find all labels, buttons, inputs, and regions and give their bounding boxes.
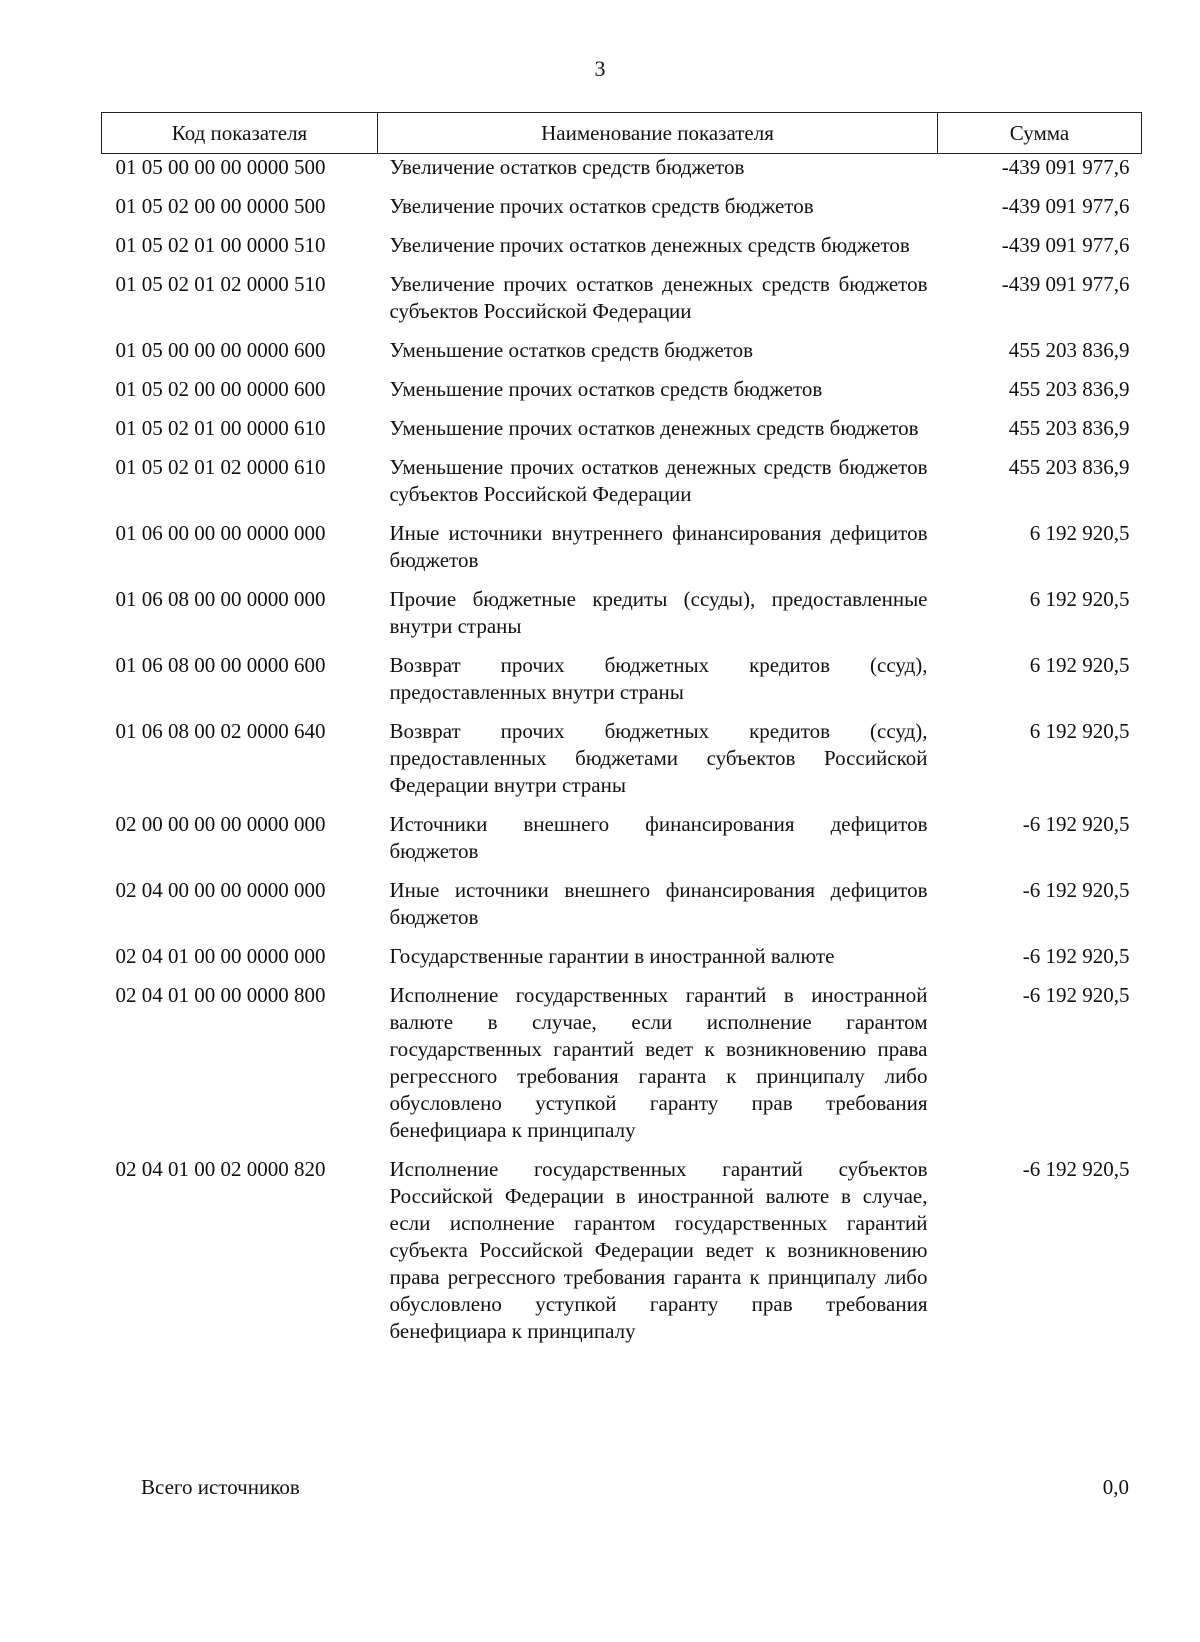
- row-sum: -439 091 977,6: [1001, 155, 1130, 179]
- row-sum: -439 091 977,6: [1001, 194, 1130, 218]
- row-name: Возврат прочих бюджетных кредитов (ссуд), предоставленных бюджетами субъектов Российской Федерации внутри страны: [389, 719, 928, 797]
- row-name: Источники внешнего финансирования дефицитов бюджетов: [389, 812, 928, 863]
- row-code: 01 05 02 00 00 0000 500: [115, 194, 326, 218]
- row-name: Увеличение прочих остатков средств бюджетов: [389, 194, 814, 218]
- row-code: 01 05 00 00 00 0000 600: [115, 338, 326, 362]
- row-name: Иные источники внутреннего финансирования дефицитов бюджетов: [389, 521, 928, 572]
- row-code: 01 05 02 01 02 0000 510: [115, 272, 326, 296]
- table-header-row: [102, 113, 1142, 154]
- table-row: [102, 232, 1142, 271]
- row-code: 01 06 08 00 00 0000 000: [115, 587, 326, 611]
- table-row: [102, 271, 1142, 337]
- table-row: [102, 718, 1142, 811]
- table-row: [102, 982, 1142, 1156]
- row-code: 02 04 01 00 00 0000 800: [115, 983, 326, 1007]
- table-row: [102, 586, 1142, 652]
- row-name: Увеличение прочих остатков денежных средств бюджетов: [389, 233, 910, 257]
- table-row: [102, 1156, 1142, 1357]
- table-row: [102, 877, 1142, 943]
- row-name: Исполнение государственных гарантий субъектов Российской Федерации в иностранной валюте в случае, если исполнение гарантом государственных гарантий субъекта Российской Федерации ведет к возникновению права регрессного требования гаранта к принципалу либо обусловлено уступкой гаранту прав требования бенефициара к принципалу: [389, 1157, 928, 1343]
- row-code: 02 00 00 00 00 0000 000: [115, 812, 326, 836]
- total-value: 0,0: [1102, 1475, 1129, 1499]
- table-row: [102, 811, 1142, 877]
- sources-table: [101, 112, 1142, 1357]
- row-code: 02 04 01 00 02 0000 820: [115, 1157, 326, 1181]
- row-sum: 6 192 920,5: [1029, 719, 1130, 743]
- row-code: 01 06 00 00 00 0000 000: [115, 521, 326, 545]
- row-sum: -6 192 920,5: [1022, 944, 1130, 968]
- row-sum: 455 203 836,9: [1008, 455, 1130, 479]
- table-row: [102, 376, 1142, 415]
- row-sum: -6 192 920,5: [1022, 1157, 1130, 1181]
- row-name: Увеличение остатков средств бюджетов: [389, 155, 745, 179]
- row-sum: 6 192 920,5: [1029, 521, 1130, 545]
- row-sum: -439 091 977,6: [1001, 272, 1130, 296]
- row-name: Уменьшение прочих остатков средств бюджетов: [389, 377, 823, 401]
- row-code: 02 04 00 00 00 0000 000: [115, 878, 326, 902]
- row-name: Уменьшение прочих остатков денежных средств бюджетов субъектов Российской Федерации: [389, 455, 928, 506]
- row-name: Прочие бюджетные кредиты (ссуды), предоставленные внутри страны: [389, 587, 928, 638]
- table-row: [102, 652, 1142, 718]
- row-code: 01 06 08 00 00 0000 600: [115, 653, 326, 677]
- row-name: Исполнение государственных гарантий в иностранной валюте в случае, если исполнение гарантом государственных гарантий ведет к возникновению права регрессного требования гаранта к принципалу либо обусловлено уступкой гаранту прав требования бенефициара к принципалу: [389, 983, 928, 1142]
- table-row: [102, 943, 1142, 982]
- row-sum: -439 091 977,6: [1001, 233, 1130, 257]
- row-sum: 455 203 836,9: [1008, 416, 1130, 440]
- header-sum: Сумма: [938, 113, 1142, 154]
- row-sum: 6 192 920,5: [1029, 653, 1130, 677]
- table-row: [102, 520, 1142, 586]
- row-code: 01 05 02 01 00 0000 510: [115, 233, 326, 257]
- row-name: Государственные гарантии в иностранной валюте: [389, 944, 835, 968]
- row-code: 01 05 00 00 00 0000 500: [115, 155, 326, 179]
- row-name: Уменьшение остатков средств бюджетов: [389, 338, 754, 362]
- row-sum: 455 203 836,9: [1008, 377, 1130, 401]
- table-row: [102, 415, 1142, 454]
- sources-table-container: [101, 112, 1141, 1357]
- total-label: Всего источников: [141, 1475, 300, 1499]
- header-name: Наименование показателя: [378, 113, 938, 154]
- table-row: [102, 454, 1142, 520]
- row-sum: -6 192 920,5: [1022, 878, 1130, 902]
- row-code: 01 05 02 01 00 0000 610: [115, 416, 326, 440]
- row-sum: -6 192 920,5: [1022, 812, 1130, 836]
- page-number: 3: [594, 56, 606, 81]
- table-row: [102, 154, 1142, 194]
- row-sum: 6 192 920,5: [1029, 587, 1130, 611]
- row-code: 01 05 02 00 00 0000 600: [115, 377, 326, 401]
- row-code: 01 05 02 01 02 0000 610: [115, 455, 326, 479]
- row-sum: -6 192 920,5: [1022, 983, 1130, 1007]
- header-code: Код показателя: [102, 113, 378, 154]
- row-code: 01 06 08 00 02 0000 640: [115, 719, 326, 743]
- row-sum: 455 203 836,9: [1008, 338, 1130, 362]
- table-row: [102, 193, 1142, 232]
- row-name: Увеличение прочих остатков денежных средств бюджетов субъектов Российской Федерации: [389, 272, 928, 323]
- row-code: 02 04 01 00 00 0000 000: [115, 944, 326, 968]
- row-name: Уменьшение прочих остатков денежных средств бюджетов: [389, 416, 919, 440]
- table-row: [102, 337, 1142, 376]
- row-name: Иные источники внешнего финансирования дефицитов бюджетов: [389, 878, 928, 929]
- row-name: Возврат прочих бюджетных кредитов (ссуд), предоставленных внутри страны: [389, 653, 928, 704]
- total-row: [141, 1474, 1129, 1501]
